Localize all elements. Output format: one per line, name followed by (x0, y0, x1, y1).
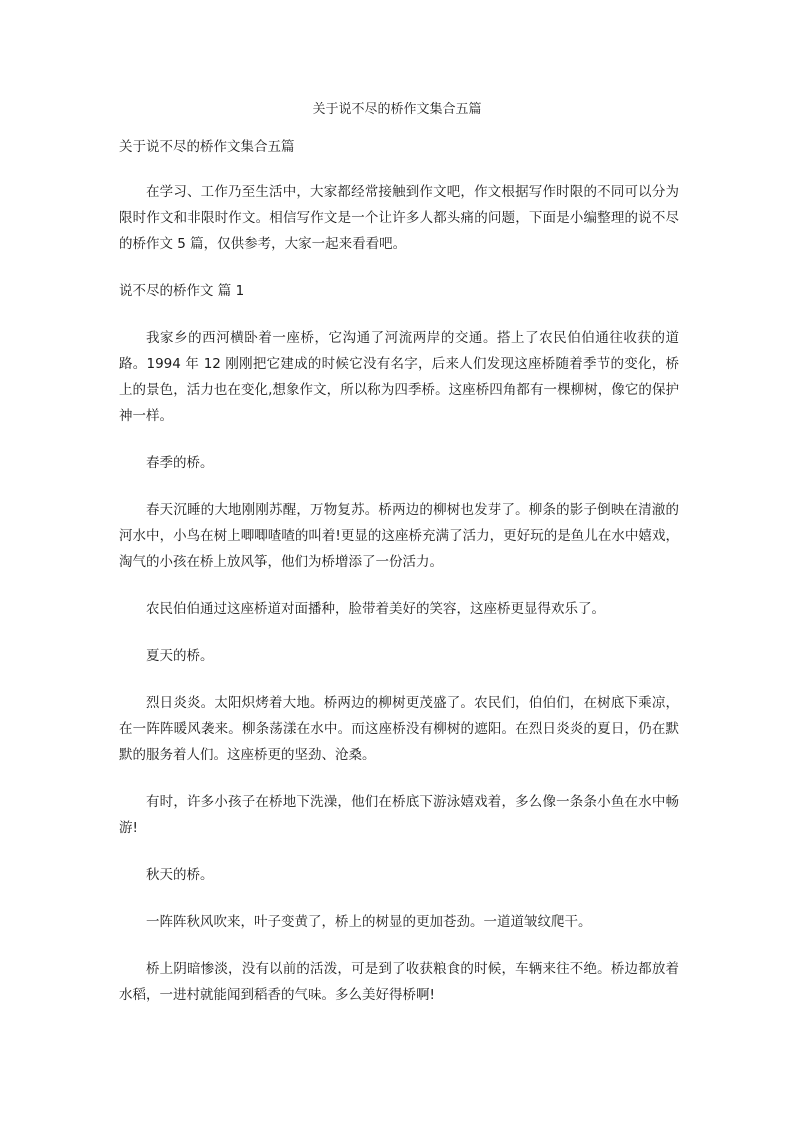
body-paragraph: 一阵阵秋风吹来，叶子变黄了，桥上的树显的更加苍劲。一道道皱纹爬干。 (146, 914, 592, 930)
body-paragraph: 有时，许多小孩子在桥地下洗澡，他们在桥底下游泳嬉戏着，多么像一条条小鱼在水中畅游! (119, 794, 679, 836)
section-heading: 说不尽的桥作文 篇 1 (119, 283, 245, 299)
body-paragraph: 烈日炎炎。太阳炽烤着大地。桥两边的柳树更茂盛了。农民们，伯伯们，在树底下乘凉，在一阵阵暖风袭来。柳条荡漾在水中。而这座桥没有柳树的遮阳。在烈日炎炎的夏日，仍在默默的服务着人们。这座桥更的坚劲、沧桑。 (119, 695, 679, 763)
season-heading-summer: 夏天的桥。 (146, 648, 214, 664)
intro-paragraph: 在学习、工作乃至生活中，大家都经常接触到作文吧，作文根据写作时限的不同可以分为限时作文和非限时作文。相信写作文是一个让许多人都头痛的问题，下面是小编整理的说不尽的桥作文 5 篇，仅供参考，大家一起来看看吧。 (119, 184, 679, 252)
body-paragraph: 桥上阴暗惨淡，没有以前的活泼，可是到了收获粮食的时候，车辆来往不绝。桥边都放着水稻，一进村就能闻到稻香的气味。多么美好得桥啊! (119, 961, 679, 1003)
body-paragraph: 我家乡的西河横卧着一座桥，它沟通了河流两岸的交通。搭上了农民伯伯通往收获的道路。1994 年 12 刚刚把它建成的时候它没有名字，后来人们发现这座桥随着季节的变化，桥上的景色，活力也在变化,想象作文，所以称为四季桥。这座桥四角都有一棵柳树，像它的保护神一样。 (119, 330, 679, 424)
document-body (119, 134, 679, 1029)
season-heading-spring: 春季的桥。 (146, 455, 214, 471)
document-title: 关于说不尽的桥作文集合五篇 (119, 139, 295, 155)
season-heading-autumn: 秋天的桥。 (146, 867, 214, 883)
body-paragraph: 春天沉睡的大地刚刚苏醒，万物复苏。桥两边的柳树也发芽了。柳条的影子倒映在清澈的河水中，小鸟在树上唧唧喳喳的叫着!更显的这座桥充满了活力，更好玩的是鱼儿在水中嬉戏，淘气的小孩在桥上放风筝，他们为桥增添了一份活力。 (119, 502, 679, 570)
page-header-title: 关于说不尽的桥作文集合五篇 (312, 102, 482, 117)
body-paragraph: 农民伯伯通过这座桥道对面播种，脸带着美好的笑容，这座桥更显得欢乐了。 (146, 601, 605, 617)
